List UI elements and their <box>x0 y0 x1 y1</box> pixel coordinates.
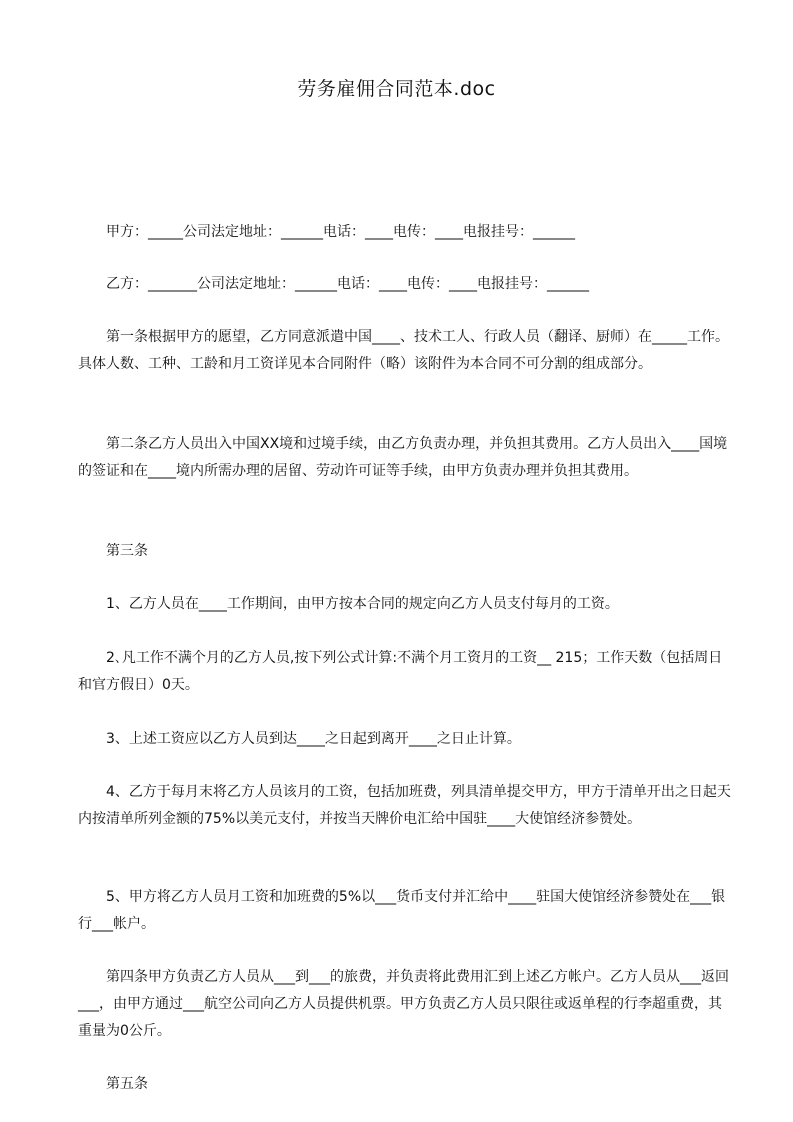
article-3-heading: 第三条 <box>106 543 148 559</box>
article-3-clause-5: 5、甲方将乙方人员月工资和加班费的5%以___货币支付并汇给中____驻国大使馆经济参赞处在___银行___帐户。 <box>78 889 726 932</box>
article-3-clause-4: 4、乙方于每月末将乙方人员该月的工资，包括加班费，列具清单提交甲方，甲方于清单开出之日起天内按清单所列金额的75%以美元支付，并按当天牌价电汇给中国驻____大使馆经济参赞处。 <box>78 784 731 827</box>
party-b-info: 乙方：_______公司法定地址：______电话：____电传：____电报挂号：______ <box>106 276 589 292</box>
article-3-clause-2: 2､凡工作不满个月的乙方人员,按下列公式计算:不满个月工资月的工资__ 215；工作天数（包括周日和官方假日）0天。 <box>78 650 723 693</box>
article-3-clause-1: 1、乙方人员在____工作期间，由甲方按本合同的规定向乙方人员支付每月的工资。 <box>106 596 619 612</box>
article-2: 第二条乙方人员出入中国XX境和过境手续，由乙方负责办理，并负担其费用。乙方人员出入____国境的签证和在____境内所需办理的居留、劳动许可证等手续，由甲方负责办理并负担其费用。 <box>78 436 728 479</box>
article-3-clause-3: 3、上述工资应以乙方人员到达____之日起到离开____之日止计算。 <box>106 731 521 747</box>
party-a-info: 甲方：_____公司法定地址：______电话：____电传：____电报挂号：______ <box>106 224 575 240</box>
document-title: 劳务雇佣合同范本.doc <box>297 78 496 100</box>
article-4: 第四条甲方负责乙方人员从___到___的旅费，并负责将此费用汇到上述乙方帐户。乙方人员从___返回___，由甲方通过___航空公司向乙方人员提供机票。甲方负责乙方人员只限往或返单程的行李超重费，其重量为0公斤。 <box>78 969 729 1039</box>
article-5-heading: 第五条 <box>106 1076 148 1092</box>
article-1: 第一条根据甲方的愿望，乙方同意派遣中国____、技术工人、行政人员（翻译、厨师）在_____工作。具体人数、工种、工龄和月工资详见本合同附件（略）该附件为本合同不可分割的组成部分。 <box>78 329 729 372</box>
